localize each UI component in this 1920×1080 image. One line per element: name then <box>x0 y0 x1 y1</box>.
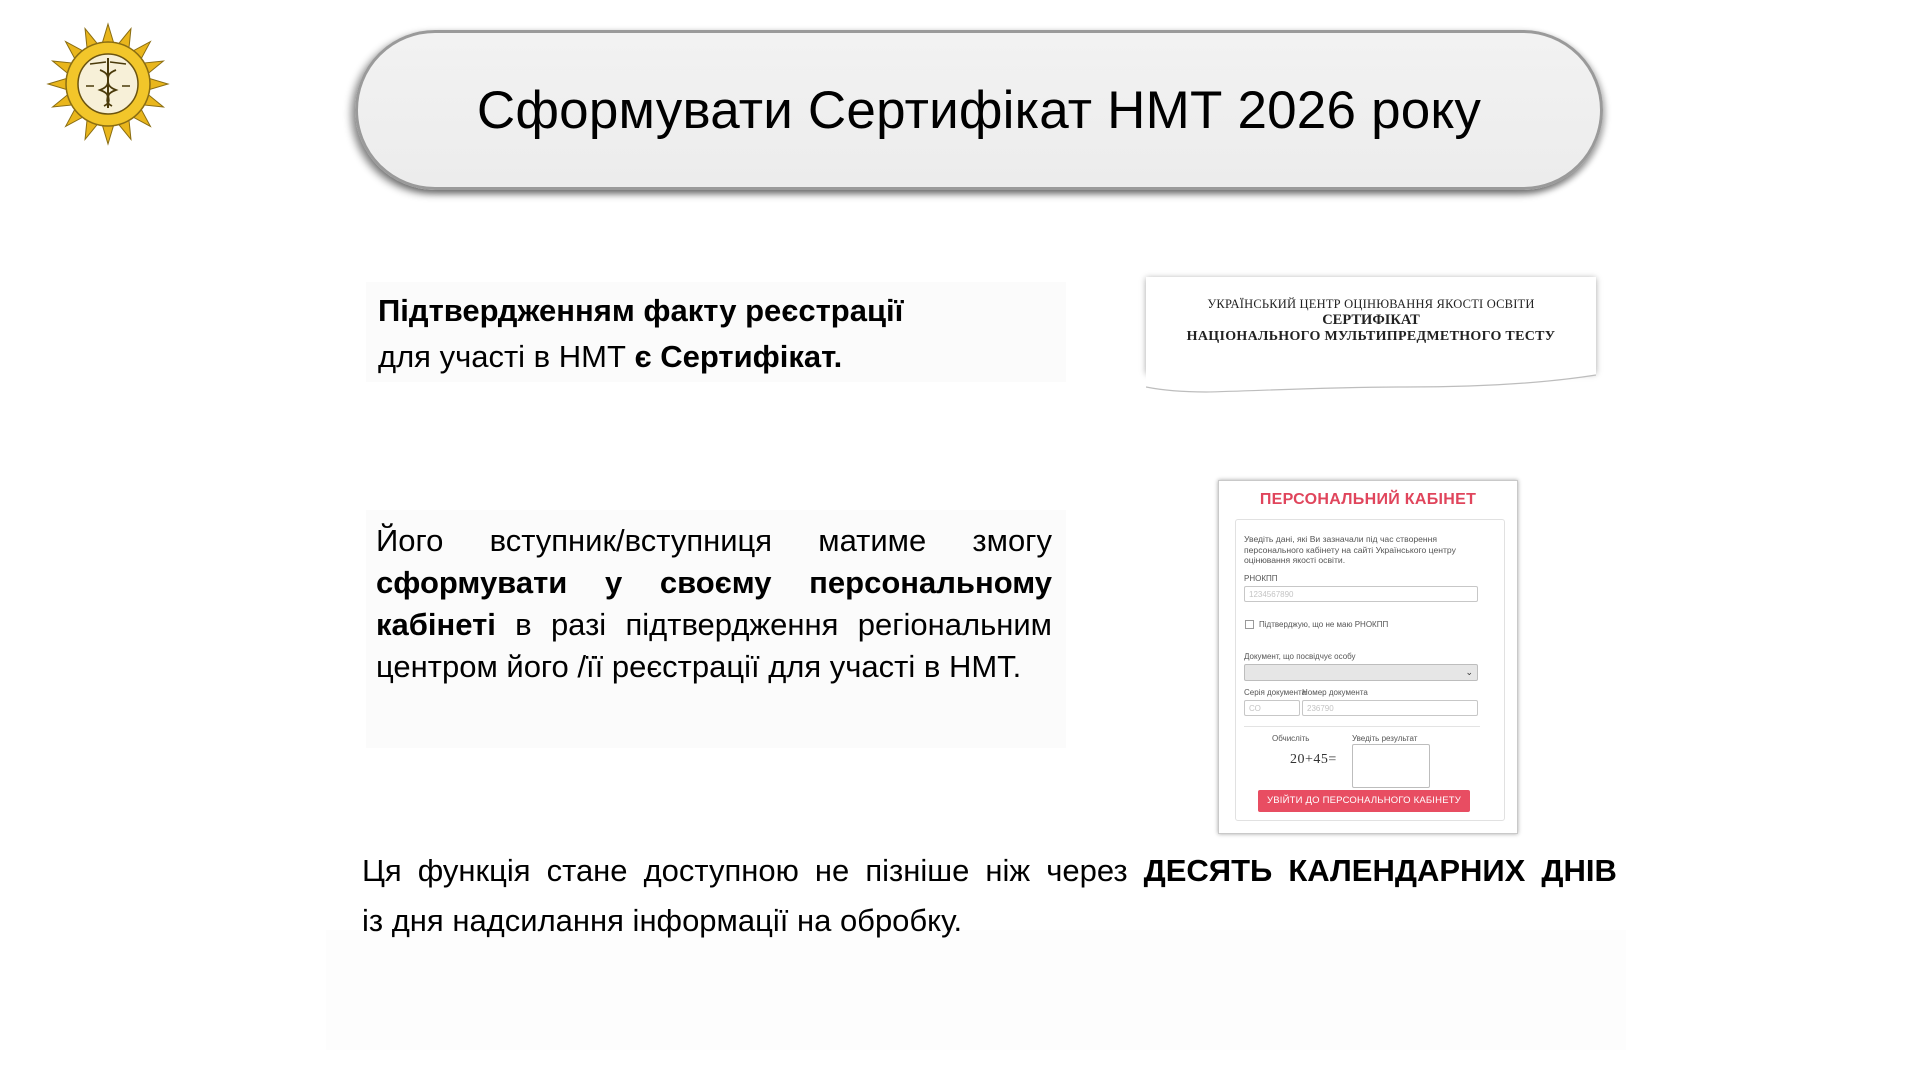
document-number-label: Номер документа <box>1302 688 1368 697</box>
certificate-org-line: УКРАЇНСЬКИЙ ЦЕНТР ОЦІНЮВАННЯ ЯКОСТІ ОСВІТИ <box>1207 297 1535 311</box>
cabinet-form <box>1235 519 1505 821</box>
word: функція <box>417 853 531 888</box>
word: доступною <box>643 853 799 888</box>
captcha-result-input <box>1352 744 1430 788</box>
no-rnokpp-checkbox <box>1245 620 1254 629</box>
word: через <box>1046 853 1128 888</box>
bold-word: КАЛЕНДАРНИХ <box>1288 853 1526 888</box>
certificate-title-line: СЕРТИФІКАТ <box>1322 312 1420 328</box>
document-series-label: Серія документа <box>1244 688 1307 697</box>
cabinet-intro-text: Уведіть дані, які Ви зазначали під час створення персонального кабінету на сайті Українського центру оцінювання якості освіти. <box>1244 534 1456 565</box>
explanation-part2: в разі підтвердження регіональним центром його /її реєстрації для участі в НМТ. <box>376 607 1052 684</box>
no-rnokpp-label: Підтверджую, що не маю РНОКПП <box>1259 620 1389 629</box>
title-banner <box>355 30 1603 190</box>
form-divider <box>1244 726 1480 727</box>
bold-word: ДЕСЯТЬ <box>1143 853 1273 888</box>
word: ніж <box>985 853 1031 888</box>
bold-word: ДНІВ <box>1541 853 1617 888</box>
cabinet-login-button: УВІЙТИ ДО ПЕРСОНАЛЬНОГО КАБІНЕТУ <box>1258 790 1470 812</box>
word: стане <box>546 853 628 888</box>
logo-emblem-icon <box>46 22 170 146</box>
availability-line1 <box>362 846 1617 896</box>
document-series-input: СО <box>1244 700 1300 716</box>
availability-note <box>362 846 1626 946</box>
bottom-background-panel <box>326 930 1626 1050</box>
registration-fact-text <box>366 282 1066 382</box>
rnokpp-label: РНОКПП <box>1244 574 1278 583</box>
document-number-input: 236790 <box>1302 700 1478 716</box>
result-label: Уведіть результат <box>1352 734 1418 743</box>
registration-line2: для участі в НМТ <box>378 339 635 374</box>
cabinet-explanation-text <box>366 510 1066 748</box>
word: Ця <box>362 853 402 888</box>
explanation-bold: сформувати у своєму персональному кабінеті <box>376 565 1052 642</box>
rnokpp-input: 1234567890 <box>1244 586 1478 602</box>
cabinet-title: ПЕРСОНАЛЬНИЙ КАБІНЕТ <box>1259 491 1477 508</box>
availability-line2: із дня надсилання інформації на обробку. <box>362 903 963 938</box>
registration-line2-bold: є Сертифікат. <box>634 339 843 374</box>
explanation-part1: Його вступник/вступниця матиме змогу <box>376 523 1052 558</box>
chevron-down-icon: ⌄ <box>1465 667 1473 677</box>
document-type-select <box>1244 664 1478 681</box>
certificate-snippet-image <box>1146 277 1596 395</box>
captcha-expression: 20+45= <box>1290 752 1337 767</box>
word: пізніше <box>865 853 970 888</box>
registration-bold-line: Підтвердженням факту реєстрації <box>378 293 904 328</box>
calc-label: Обчисліть <box>1272 734 1310 743</box>
personal-cabinet-screenshot <box>1218 480 1518 834</box>
document-type-label: Документ, що посвідчує особу <box>1244 652 1356 661</box>
page-title: Сформувати Сертифікат НМТ 2026 року <box>476 80 1482 140</box>
certificate-subtitle-line: НАЦІОНАЛЬНОГО МУЛЬТИПРЕДМЕТНОГО ТЕСТУ <box>1186 329 1556 344</box>
word: не <box>814 853 850 888</box>
